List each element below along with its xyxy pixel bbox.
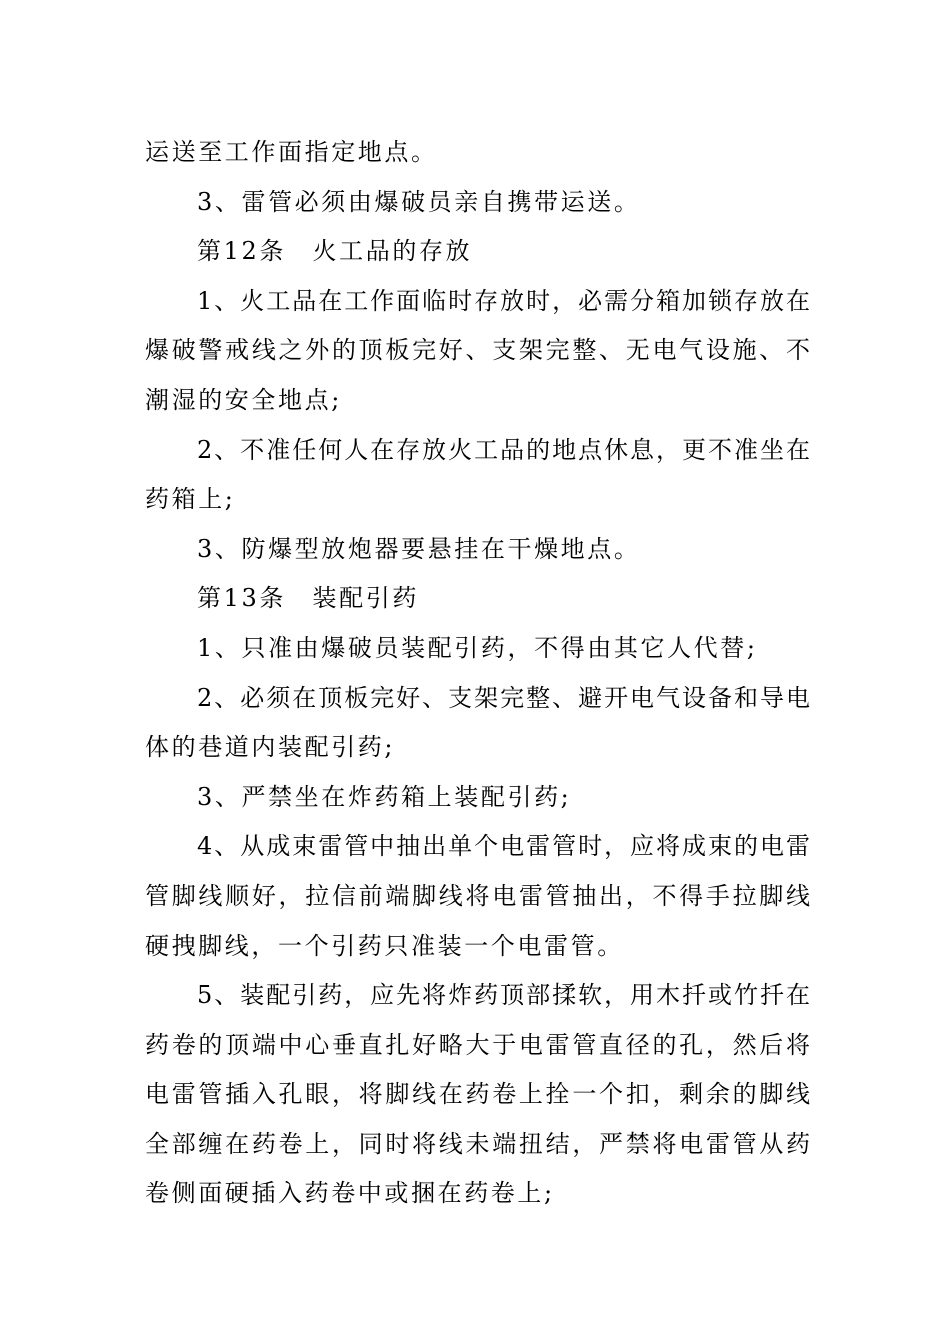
- text-line: 体的巷道内装配引药;: [145, 733, 396, 762]
- text-line: 电雷管插入孔眼，将脚线在药卷上拴一个扣，剩余的脚线: [145, 1080, 810, 1109]
- text-line: 卷侧面硬插入药卷中或捆在药卷上;: [145, 1179, 555, 1208]
- text-line: 2、必须在顶板完好、支架完整、避开电气设备和导电: [197, 683, 810, 712]
- text-line: 管脚线顺好，拉信前端脚线将电雷管抽出，不得手拉脚线: [145, 881, 810, 910]
- text-line: 5、装配引药，应先将炸药顶部揉软，用木扦或竹扦在: [197, 981, 810, 1010]
- text-line: 全部缠在药卷上，同时将线未端扭结，严禁将电雷管从药: [145, 1129, 810, 1158]
- text-line: 药箱上;: [145, 485, 236, 514]
- text-line: 药卷的顶端中心垂直扎好略大于电雷管直径的孔，然后将: [145, 1030, 810, 1059]
- text-line: 运送至工作面指定地点。: [145, 138, 438, 166]
- text-line: 3、防爆型放炮器要悬挂在干燥地点。: [197, 534, 641, 563]
- text-line: 爆破警戒线之外的顶板完好、支架完整、无电气设施、不: [145, 336, 810, 365]
- document-body: [145, 128, 810, 1219]
- text-line: 3、雷管必须由爆破员亲自携带运送。: [197, 187, 641, 216]
- section-heading-12: 第12条 火工品的存放: [197, 237, 473, 266]
- text-line: 1、火工品在工作面临时存放时，必需分箱加锁存放在: [197, 286, 810, 315]
- text-line: 潮湿的安全地点;: [145, 385, 342, 414]
- text-line: 2、不准任何人在存放火工品的地点休息，更不准坐在: [197, 435, 810, 464]
- text-line: 3、严禁坐在炸药箱上装配引药;: [197, 782, 572, 811]
- text-line: 4、从成束雷管中抽出单个电雷管时，应将成束的电雷: [197, 832, 810, 861]
- text-line: 硬拽脚线，一个引药只准装一个电雷管。: [145, 931, 624, 960]
- text-line: 1、只准由爆破员装配引药，不得由其它人代替;: [197, 633, 758, 662]
- section-heading-13: 第13条 装配引药: [197, 584, 419, 613]
